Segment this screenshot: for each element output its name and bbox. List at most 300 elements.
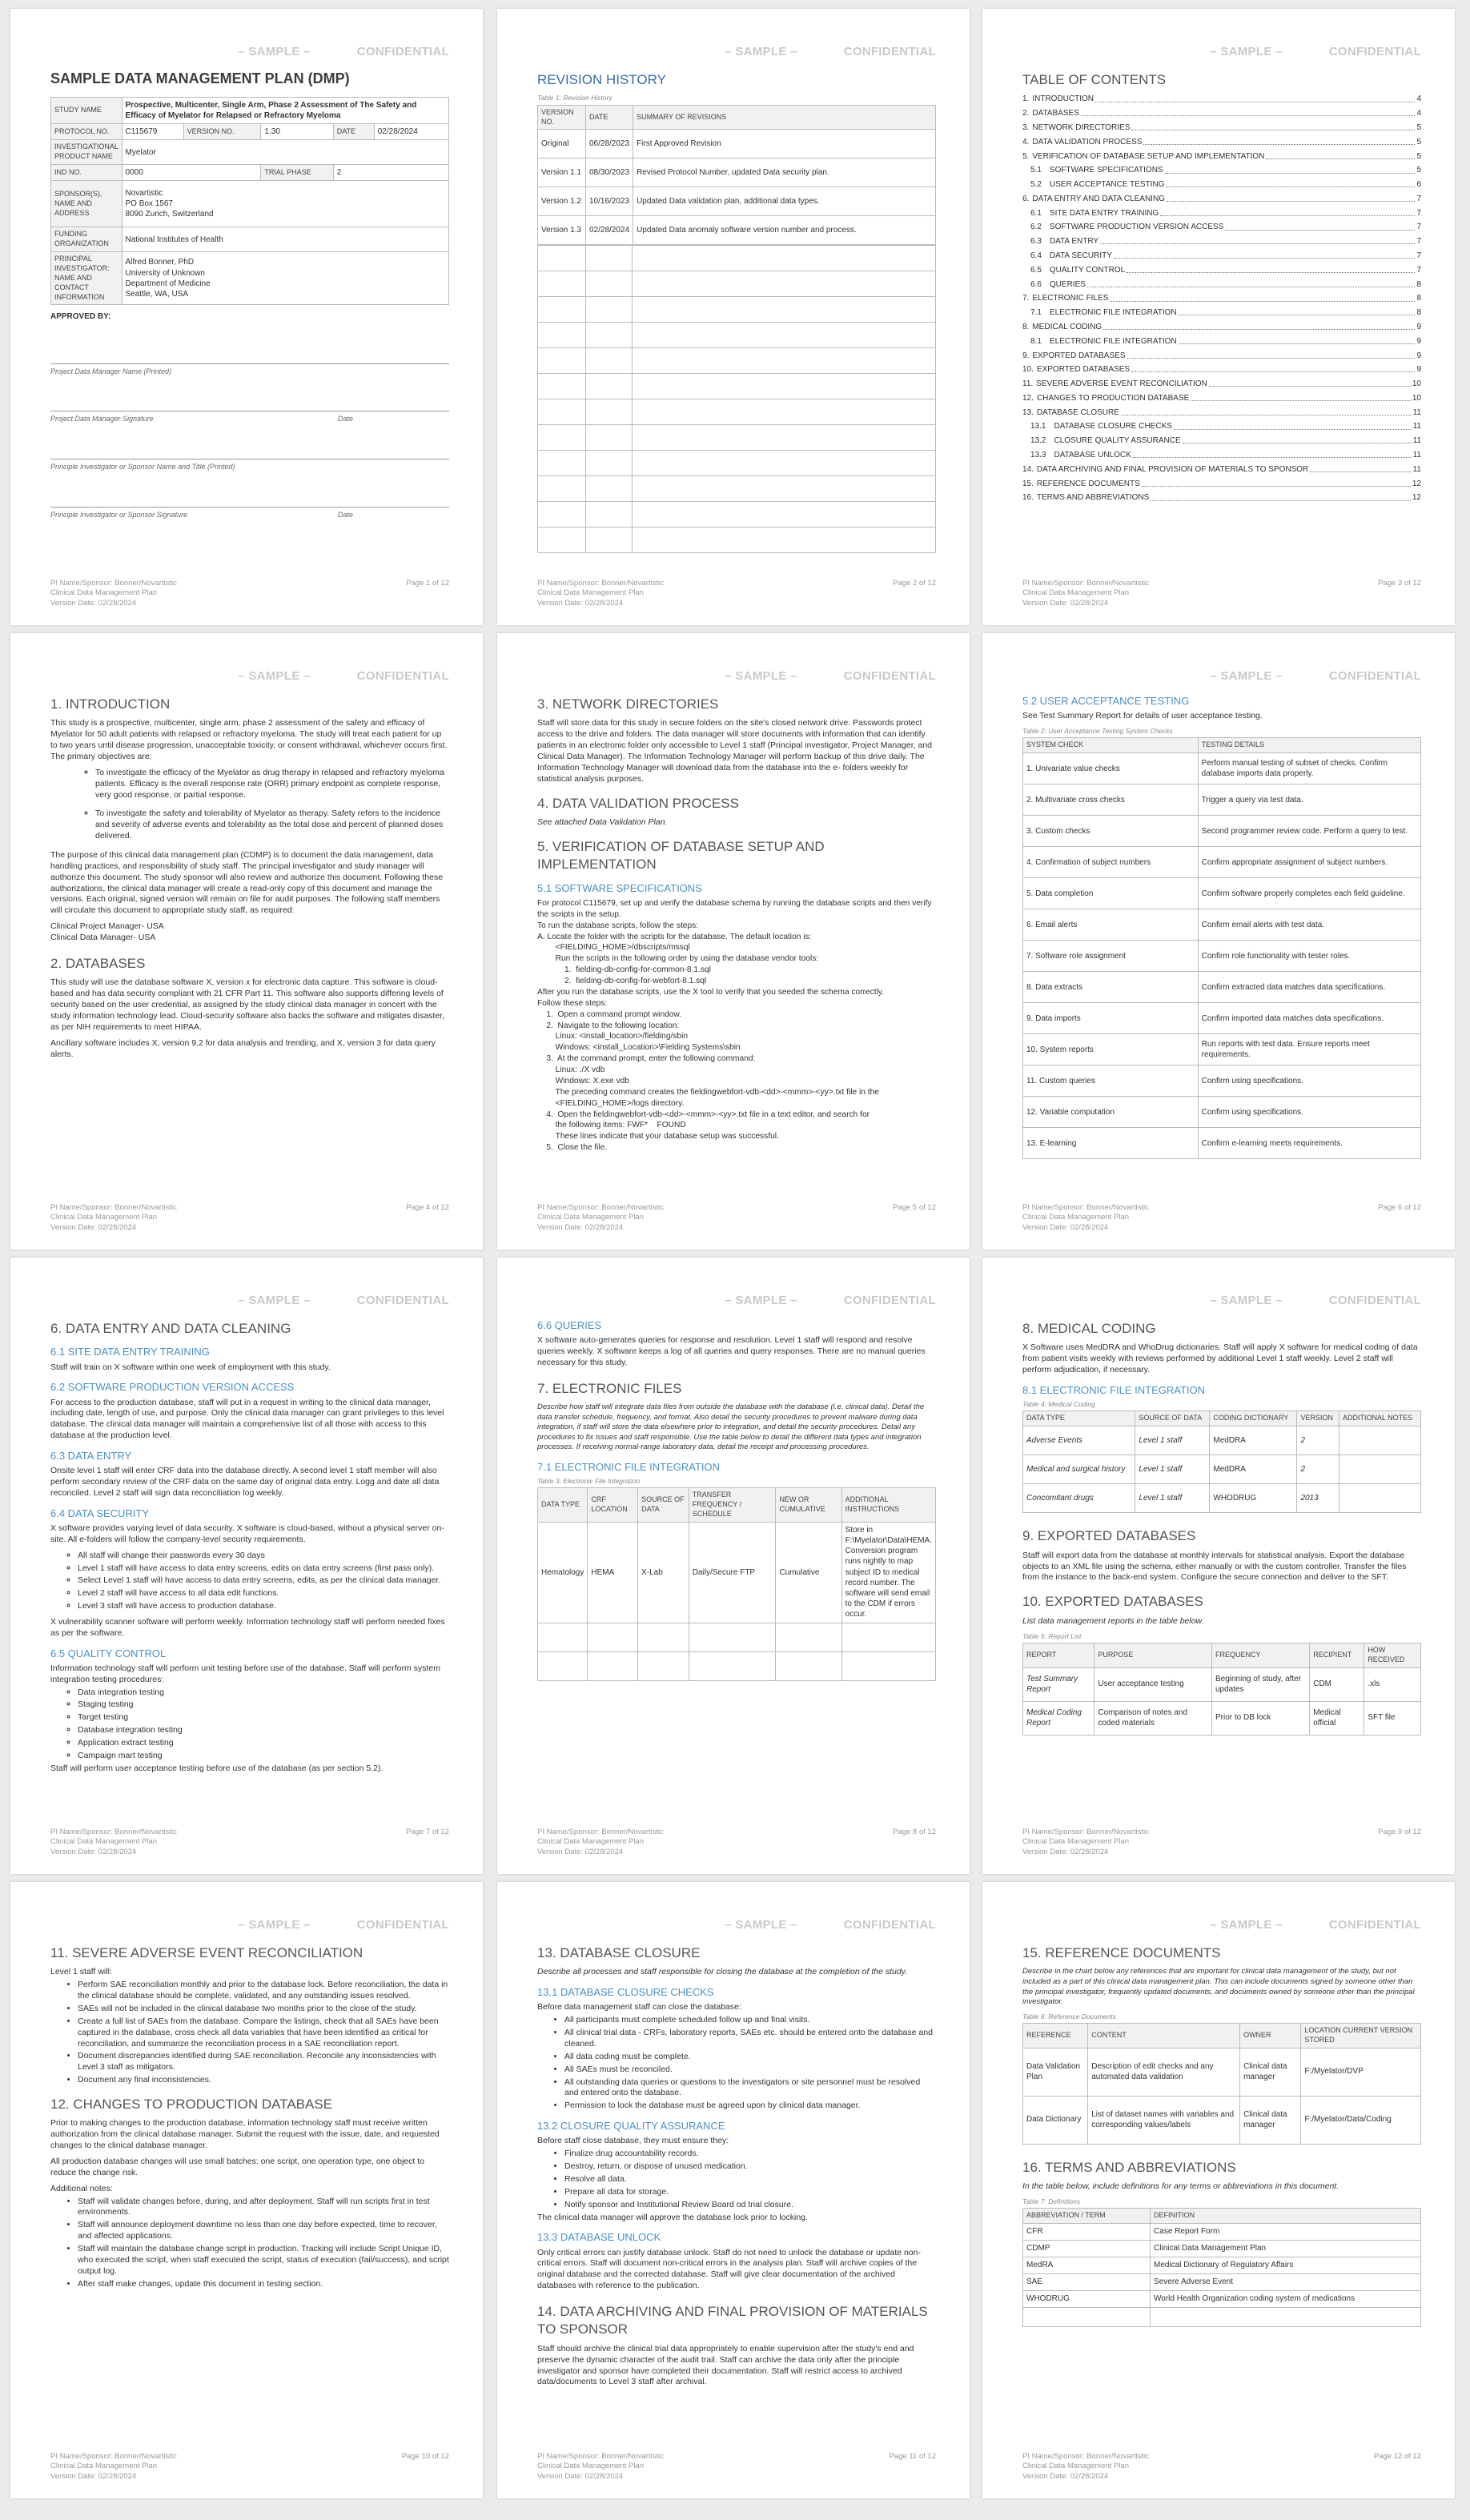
list-item: • SAEs will not be included in the clinical database two months prior to the close of the study. — [78, 2004, 449, 2015]
toc-number: 13.2 — [1030, 436, 1046, 446]
reference-table: REFERENCE CONTENT OWNER LOCATION CURRENT VERSION STORED Data Validation Plan Description of edit checks and any automated data validation Clinical data manager F:/Myelator/DVP Data Dictionary List of dataset names with variables and corresponding values/labels Clinical data manager F:/Myelator/Data/Coding — [1022, 2023, 1421, 2145]
toc-number: 3. — [1022, 123, 1030, 132]
toc-page: 9 — [1416, 336, 1421, 346]
page-footer: PI Name/Sponsor: Bonner/Novartistic Clinical Data Management Plan Version Date: 02/28/2024 Page 4 of 12 — [50, 1202, 449, 1233]
toc-page: 11 — [1412, 407, 1421, 417]
toc-page: 7 — [1416, 223, 1421, 232]
toc-label: DATABASE CLOSURE — [1036, 407, 1119, 417]
page-footer: PI Name/Sponsor: Bonner/Novartistic Clinical Data Management Plan Version Date: 02/28/2024 Page 6 of 12 — [1022, 1202, 1421, 1233]
table-cell: MedRA — [1023, 2257, 1151, 2273]
list-item: • All data coding must be complete. — [564, 2052, 936, 2063]
revision-title: REVISION HISTORY — [537, 72, 666, 87]
toc-entry[interactable] — [1022, 108, 1421, 118]
section-title: 5. VERIFICATION OF DATABASE SETUP AND IMPLEMENTATION — [537, 838, 825, 873]
table-cell: SFT file — [1364, 1701, 1421, 1735]
table-cell: Medical official — [1310, 1701, 1364, 1735]
table-cell: Confirm e-learning meets requirements. — [1198, 1128, 1420, 1159]
table-row — [1023, 2273, 1421, 2290]
toc-number: 6.5 — [1030, 265, 1042, 275]
toc-label: DATABASE CLOSURE CHECKS — [1054, 422, 1172, 431]
table-row — [1023, 784, 1421, 816]
toc-entry[interactable] — [1022, 279, 1421, 290]
table-row — [1023, 2240, 1421, 2257]
page-5: – SAMPLE – CONFIDENTIAL 3. NETWORK DIRECTORIES Staff will store data for this study in secure folders on the site's closed network drive. Passwords protect access to the drive and folders. The data manager will store documents with information that can identify patients in an electronic folder only accessible to Level 1 staff (Principal investigator, Project Manager, and Clinical Data Manager). The Information Technology Manager will perform backup of this drive daily. The Information Technology Manager will download data from the database into the e- folders weekly for statistical analysis purposes. 4. DATA VALIDATION PROCESS See attached Data Validation Plan. 5. VERIFICATION OF DATABASE SETUP AND IMPLEMENTATION 5.1 SOFTWARE SPECIFICATIONS For protocol C115679, set up and verify the database schema by running the database scripts and then verify the scripts in the setup. To run the database scripts, follow the steps: A. Locate the folder with the scripts for the database. The default location is: <FIELDING_HOME>/dbscripts/mssql Run the scripts in the following order by using the database vendor tools: 1. fielding-db-config-for-common-8.1.sql 2. fielding-db-config-for-webfort-8.1.sql After you run the database scripts, use the X tool to verify that you seeded the schema correctly. Follow these steps: 1. Open a command prompt window. 2. Navigate to the following location: Linux: <install_location>/fielding/sbin Windows: <install_Location>\Fielding Systems\sbin 3. At the command prompt, enter the following command: Linux: ./X vdb Windows: X.exe vdb The preceding command creates the fieldingwebfort-vdb-<dd>-<mmm>-<yy>.txt file in the <FIELDING_HOME>/logs directory. 4. Open the fieldingwebfort-vdb-<dd>-<mmm>-<yy>.txt file in a text editor, and search for the following items: FWF* FOUND These lines indicate that your database setup was successful. 5. Close the file. PI Name/Sponsor: Bonner/Novartistic Clinical Data Management Plan Version Date: 02/28/2024 Page 5 of 12 — [497, 633, 970, 1250]
change-list — [78, 2197, 449, 2290]
table-cell: CFR — [1023, 2223, 1151, 2240]
toc-entry[interactable] — [1022, 364, 1421, 375]
table-cell: 2 — [1297, 1427, 1339, 1455]
toc-number: 14. — [1022, 464, 1034, 474]
toc-entry[interactable] — [1022, 236, 1421, 247]
toc-label: SEVERE ADVERSE EVENT RECONCILIATION — [1036, 379, 1207, 389]
page-footer: PI Name/Sponsor: Bonner/Novartistic Clinical Data Management Plan Version Date: 02/28/2024 Page 10 of 12 — [50, 2451, 449, 2482]
list-item: • Perform SAE reconciliation monthly and prior to the database lock. Before reconciliation, the data in the clinical database should be complete, validated, and any outstanding issues resolved. — [78, 1980, 449, 2002]
table-cell: WHODRUG — [1023, 2290, 1151, 2307]
toc-label: EXPORTED DATABASES — [1032, 351, 1126, 360]
toc-leader — [1167, 194, 1415, 202]
toc-page: 4 — [1416, 94, 1421, 104]
toc-number: 12. — [1022, 393, 1034, 403]
page-footer: PI Name/Sponsor: Bonner/Novartistic Clinical Data Management Plan Version Date: 02/28/2024 Page 8 of 12 — [537, 1827, 936, 1857]
table-cell: Second programmer review code. Perform a query to test. — [1198, 816, 1420, 847]
section-title: 2. DATABASES — [50, 955, 146, 971]
section-title: 10. EXPORTED DATABASES — [1022, 1594, 1203, 1610]
table-cell: Trigger a query via test data. — [1198, 784, 1420, 816]
toc-entry[interactable] — [1022, 94, 1421, 104]
table-row — [1023, 1097, 1421, 1128]
signature-line[interactable] — [50, 476, 449, 508]
toc-page: 7 — [1416, 208, 1421, 218]
toc-label: SOFTWARE PRODUCTION VERSION ACCESS — [1049, 223, 1224, 232]
toc-number: 5.2 — [1030, 180, 1042, 190]
table-cell: 2. Multivariate cross checks — [1023, 784, 1199, 816]
table-row — [1023, 2048, 1421, 2096]
toc-entry[interactable] — [1022, 379, 1421, 389]
confidential-mark: CONFIDENTIAL — [356, 45, 449, 58]
toc-entry[interactable] — [1022, 322, 1421, 332]
toc-leader — [1266, 151, 1415, 159]
table-row — [1023, 878, 1421, 909]
table-cell: Confirm role functionality with tester roles. — [1198, 941, 1420, 972]
toc-entry[interactable] — [1022, 122, 1421, 133]
table-of-contents — [1022, 94, 1421, 503]
table-cell: Data Validation Plan — [1023, 2048, 1088, 2096]
toc-leader — [1127, 265, 1415, 273]
toc-leader — [1209, 379, 1411, 387]
table-cell: 8. Data extracts — [1023, 972, 1199, 1003]
uat-table: SYSTEM CHECK TESTING DETAILS 1. Univariate value checks Perform manual testing of subset of checks. Confirm database imports data properly. 2. Multivariate cross checks Trigger a query via test data. 3. Custom checks Second programmer review code. Perform a query to test. 4. Confirmation of subject numbers Confirm appropriate assignment of subject numbers. 5. Data completion Confirm software properly completes each field guideline. 6. Email alerts Confirm email alerts with test data. 7. Software role assignment Confirm role functionality with tester roles. 8. Data extracts Confirm extracted data matches data specifications. 9. Data imports Confirm imported data matches data specifications. 10. System reports Run reports with test data. Ensure reports meet requirements. 11. Custom queries Confirm using specifications. 12. Variable computation Confirm using specifications. 13. E-learning Confirm e-learning meets requirements. — [1022, 737, 1421, 1159]
toc-page: 11 — [1412, 450, 1421, 459]
toc-label: USER ACCEPTANCE TESTING — [1049, 180, 1165, 190]
subsection-title: 5.1 SOFTWARE SPECIFICATIONS — [537, 881, 702, 894]
table-row — [1023, 2290, 1421, 2307]
section-title: 3. NETWORK DIRECTORIES — [537, 696, 719, 712]
table-cell: 10. System reports — [1023, 1034, 1199, 1065]
toc-number: 6.3 — [1030, 237, 1042, 247]
table-cell: Confirm imported data matches data specifications. — [1198, 1003, 1420, 1034]
table-cell: 4. Confirmation of subject numbers — [1023, 847, 1199, 878]
toc-page: 7 — [1416, 237, 1421, 247]
toc-number: 16. — [1022, 493, 1034, 503]
table-cell: CDM — [1310, 1667, 1364, 1701]
section-title: 7. ELECTRONIC FILES — [537, 1380, 682, 1396]
page-footer: PI Name/Sponsor: Bonner/Novartistic Clinical Data Management Plan Version Date: 02/28/2024 Page 3 of 12 — [1022, 578, 1421, 608]
table-cell: Beginning of study, after updates — [1211, 1667, 1309, 1701]
toc-entry[interactable] — [1022, 450, 1421, 460]
section-title: 4. DATA VALIDATION PROCESS — [537, 795, 739, 811]
toc-entry[interactable] — [1022, 265, 1421, 275]
page-footer: PI Name/Sponsor: Bonner/Novartistic Clinical Data Management Plan Version Date: 02/28/2024 Page 12 of 12 — [1022, 2451, 1421, 2482]
subsection-title: 5.2 USER ACCEPTANCE TESTING — [1022, 695, 1190, 707]
toc-number: 4. — [1022, 137, 1030, 146]
list-item: • Staff will maintain the database change script in production. Tracking will include Script Unique ID, who executed the script, when staff executed the script, status of execution (fail/success), and script output log. — [78, 2244, 449, 2277]
toc-leader — [1174, 421, 1412, 429]
list-item: • Create a full list of SAEs from the database. Compare the listings, check that all SAEs have been captured in the database, cross check all data variables that have been identified as critical for reconciliation, and summarize the reconciliation process in a SAE reconciliation report. — [78, 2016, 449, 2050]
page-9: – SAMPLE – CONFIDENTIAL 8. MEDICAL CODING X Software uses MedDRA and WhoDrug dictionaries. Staff will apply X software for medical coding of data from patient visits weekly with reviews performed by additional Level 1 staff weekly. Level 2 staff will perform adjudication, if necessary. 8.1 ELECTRONIC FILE INTEGRATION Table 4: Medical Coding DATA TYPE SOURCE OF DATA CODING DICTIONARY VERSION ADDITIONAL NOTES Adverse Events Level 1 staff MedDRA 2 Medical and surgical history Level 1 staff MedDRA 2 Concomitant drugs Level 1 staff WHODRUG 2013 9. EXPORTED DATABASES Staff will export data from the database at monthly intervals for statistical analysis. Export the database objects to an XML file using the schema, either manually or with the custom controller. Transfer the files from the instance to the back-end system. Configure the secure connection and deliver to the SFT. 10. EXPORTED DATABASES List data management reports in the table below. Table 5: Report List REPORT PURPOSE FREQUENCY RECIPIENT HOW RECEIVED Test Summary Report User acceptance testing Beginning of study, after updates CDM .xls Medical Coding Report Comparison of notes and coded materials Prior to DB lock Medical official SFT file PI Name/Sponsor: Bonner/Novartistic Clinical Data Management Plan Version Date: 02/28/2024 Page 9 of 12 — [982, 1258, 1455, 1874]
toc-leader — [1179, 307, 1416, 315]
table-row — [1023, 1034, 1421, 1065]
table-cell: 9. Data imports — [1023, 1003, 1199, 1034]
toc-number: 11. — [1022, 379, 1034, 389]
report-list-table: REPORT PURPOSE FREQUENCY RECIPIENT HOW RECEIVED Test Summary Report User acceptance testing Beginning of study, after updates CDM .xls Medical Coding Report Comparison of notes and coded materials Prior to DB lock Medical official SFT file — [1022, 1643, 1421, 1736]
toc-entry[interactable] — [1022, 492, 1421, 503]
page-3: – SAMPLE – CONFIDENTIAL TABLE OF CONTENTS 1. INTRODUCTION 4 2. DATABASES 4 3. NETWORK DIRECTORIES 5 4. DATA VALIDATION PROCESS 5 5. VERIFICATION OF DATABASE SETUP AND IMPLEMENTATION 5 5.1 SOFTWARE SPECIFICATIONS 5 5.2 USER ACCEPTANCE TESTING 6 6. DATA ENTRY AND DATA CLEANING 7 6.1 SITE DATA ENTRY TRAINING 7 6.2 SOFTWARE PRODUCTION VERSION ACCESS 7 6.3 DATA ENTRY 7 6.4 DATA SECURITY 7 6.5 QUALITY CONTROL 7 6.6 QUERIES 8 7. ELECTRONIC FILES 8 7.1 ELECTRONIC FILE INTEGRATION 8 8. MEDICAL CODING 9 8.1 ELECTRONIC FILE INTEGRATION 9 9. EXPORTED DATABASES 9 10. EXPORTED DATABASES 9 11. SEVERE ADVERSE EVENT RECONCILIATION 10 12. CHANGES TO PRODUCTION DATABASE 10 13. DATABASE CLOSURE 11 13.1 DATABASE CLOSURE CHECKS 11 13.2 CLOSURE QUALITY ASSURANCE 11 13.3 DATABASE UNLOCK 11 14. DATA ARCHIVING AND FINAL PROVISION OF MATERIALS TO SPONSOR 11 15. REFERENCE DOCUMENTS 12 16. TERMS AND ABBREVIATIONS 12 PI Name/Sponsor: Bonner/Novartistic Clinical Data Management Plan Version Date: 02/28/2024 Page 3 of 12 — [982, 9, 1455, 625]
toc-leader — [1114, 251, 1416, 259]
cover-info-table: STUDY NAME Prospective, Multicenter, Single Arm, Phase 2 Assessment of The Safety and Efficacy of Myelator for Relapsed or Refractory Myeloma PROTOCOL NO. C115679 VERSION NO. 1.30 DATE 02/28/2024 INVESTIGATIONAL PRODUCT NAME Myelator IND NO. 0000 TRIAL PHASE 2 SPONSOR(S), NAME AND ADDRESS Novartistic PO Box 1567 8090 Zurich, Switzerland FUNDING ORGANIZATION National Institutes of Health PRINCIPAL INVESTIGATOR: NAME AND CONTACT INFORMATION Alfred Bonner, PhD University of Unknown Department of Medicine Seattle, WA, USA — [50, 97, 449, 306]
toc-page: 11 — [1412, 436, 1421, 446]
toc-page: 11 — [1412, 422, 1421, 431]
list-item: • Permission to lock the database must be agreed upon by clinical data manager. — [564, 2101, 936, 2112]
toc-entry[interactable] — [1022, 293, 1421, 303]
table-cell: World Health Organization coding system of medications — [1151, 2290, 1421, 2307]
table-cell — [1339, 1455, 1420, 1484]
list-item: • Staff will validate changes before, during, and after deployment. Staff will run scripts first in test environments. — [78, 2197, 449, 2219]
table-cell: User acceptance testing — [1094, 1667, 1212, 1701]
table-cell: Level 1 staff — [1135, 1427, 1210, 1455]
table-cell: .xls — [1364, 1667, 1421, 1701]
list-item: • After staff make changes, update this document in testing section. — [78, 2279, 449, 2290]
table-cell: 13. E-learning — [1023, 1128, 1199, 1159]
table-row — [1023, 1427, 1421, 1455]
table-cell: Adverse Events — [1023, 1427, 1135, 1455]
table-cell: 1. Univariate value checks — [1023, 753, 1199, 784]
toc-leader — [1183, 435, 1412, 443]
toc-label: NETWORK DIRECTORIES — [1032, 123, 1131, 132]
toc-label: DATA ENTRY AND DATA CLEANING — [1032, 194, 1165, 203]
toc-leader — [1191, 393, 1411, 401]
toc-entry[interactable] — [1022, 407, 1421, 418]
page-11: – SAMPLE – CONFIDENTIAL 13. DATABASE CLOSURE Describe all processes and staff responsible for closing the database at the completion of the study. 13.1 DATABASE CLOSURE CHECKS Before data management staff can close the database: • All participants must complete scheduled follow up and final visits. • All clinical trial data - CRFs, laboratory reports, SAEs etc. should be entered onto the database and cleaned. • All data coding must be complete. • All SAEs must be reconciled. • All outstanding data queries or questions to the investigators or site personnel must be resolved and entered onto the database. • Permission to lock the database must be agreed upon by clinical data manager. 13.2 CLOSURE QUALITY ASSURANCE Before staff close database, they must ensure they: • Finalize drug accountability records. • Destroy, return, or dispose of unused medication. • Resolve all data. • Prepare all data for storage. • Notify sponsor and Institutional Review Board od trial closure. The clinical data manager will approve the database lock prior to locking. 13.3 DATABASE UNLOCK Only critical errors can justify database unlock. Staff do not need to unlock the database or update non-critical errors. Staff will document non-critical errors in the analysis plan. Staff will archive copies of the original database and the corrected database. Staff will give clear documentation of the archived databases with reference to the publication. 14. DATA ARCHIVING AND FINAL PROVISION OF MATERIALS TO SPONSOR Staff should archive the clinical trial data appropriately to enable supervision after the study's end and preserve the dynamic character of the audit trail. Staff can archive the data only after the principle investigator and sponsor have completed their documentation. Staff will restrict access to archived data/documents to Level 3 staff after archival. PI Name/Sponsor: Bonner/Novartistic Clinical Data Management Plan Version Date: 02/28/2024 Page 11 of 12 — [497, 1882, 970, 2498]
table-row — [1023, 1065, 1421, 1097]
approved-by: APPROVED BY: — [50, 312, 111, 322]
list-item: ◦ Level 3 staff will have access to production database. — [78, 1601, 449, 1612]
toc-leader — [1225, 222, 1415, 230]
page-4: – SAMPLE – CONFIDENTIAL 1. INTRODUCTION This study is a prospective, multicenter, single arm, phase 2 assessment of the safety and efficacy of Myelator for 50 adult patients with relapsed or refractory myeloma. The study will treat each patient for up to two years until disease progression, unacceptable toxicity, or consent withdrawal, whichever occurs first. The primary objectives are: ◦ To investigate the efficacy of the Myelator as drug therapy in relapsed and refractory myeloma patients. Efficacy is the overall response rate (ORR) primary endpoint as complete response, very good response, or partial response. ◦ To investigate the safety and tolerability of Myelator as therapy. Safety refers to the incidence and severity of adverse events and tolerability as the total dose and percent of planned doses delivered. The purpose of this clinical data management plan (CDMP) is to document the data management, data handling practices, and responsibility of study staff. The principal investigator and study manager will authorize this document. The study sponsor will also review and authorize this document. Following these authorizations, the clinical data manager will create a read-only copy of this document and manage the versions. Each original, signed version will remain on file for audit purposes. The following staff members will circulate this document to appropriate study staff, as required: Clinical Project Manager- USA Clinical Data Manager- USA 2. DATABASES This study will use the database software X, version x for electronic data capture. This software is cloud-based and has data security compliant with 21 CFR Part 11. This software also supports differing levels of security based on the user credential, as assigned by the study clinical data manager in concert with the study information technology lead. Cloud-security software also backs the software and mitigates disaster, as per NIH requirements to meet HIPAA. Ancillary software includes X, version 9.2 for data analysis and trending, and X, version 3 for data query alerts. PI Name/Sponsor: Bonner/Novartistic Clinical Data Management Plan Version Date: 02/28/2024 Page 4 of 12 — [10, 633, 483, 1250]
section-title: 15. REFERENCE DOCUMENTS — [1022, 1945, 1221, 1960]
setup-instructions: For protocol C115679, set up and verify the database schema by running the database scripts and then verify the scripts in the setup. To run the database scripts, follow the steps: A. Locate the folder with the scripts for the database. The default location is: <FIELDING_HOME>/dbscripts/mssql Run the scripts in the following order by using the database vendor tools: 1. fielding-db-config-for-common-8.1.sql 2. fielding-db-config-for-webfort-8.1.sql After you run the database scripts, use the X tool to verify that you seeded the schema correctly. Follow these steps: 1. Open a command prompt window. 2. Navigate to the following location: Linux: <install_location>/fielding/sbin Windows: <install_Location>\Fielding Systems\sbin 3. At the command prompt, enter the following command: Linux: ./X vdb Windows: X.exe vdb The preceding command creates the fieldingwebfort-vdb-<dd>-<mmm>-<yy>.txt file in the <FIELDING_HOME>/logs directory. 4. Open the fieldingwebfort-vdb-<dd>-<mmm>-<yy>.txt file in a text editor, and search for the following items: FWF* FOUND These lines indicate that your database setup was successful. 5. Close the file. — [537, 898, 932, 1153]
table-row — [1023, 909, 1421, 941]
toc-leader — [1133, 450, 1412, 458]
toc-page: 8 — [1416, 308, 1421, 318]
toc-title: TABLE OF CONTENTS — [1022, 72, 1167, 87]
page-footer: PI Name/Sponsor: Bonner/Novartistic Clinical Data Management Plan Version Date: 02/28/2024 Page 2 of 12 — [537, 578, 936, 608]
toc-entry[interactable] — [1022, 336, 1421, 347]
table-cell: Clinical Data Management Plan — [1151, 2240, 1421, 2257]
toc-page: 4 — [1416, 109, 1421, 118]
table-row — [1023, 2096, 1421, 2144]
list-item: ◦ Application extract testing — [78, 1738, 449, 1749]
table-cell: 12. Variable computation — [1023, 1097, 1199, 1128]
list-item: ◦ Campaign mart testing — [78, 1751, 449, 1762]
toc-entry[interactable] — [1022, 307, 1421, 318]
toc-number: 6.6 — [1030, 279, 1042, 289]
table-row — [1023, 1701, 1421, 1735]
toc-page: 11 — [1412, 464, 1421, 474]
toc-entry[interactable] — [1022, 435, 1421, 446]
table-cell — [1339, 1484, 1420, 1513]
list-item: • All clinical trial data - CRFs, laboratory reports, SAEs etc. should be entered onto the database and cleaned. — [564, 2028, 936, 2050]
table-cell: Comparison of notes and coded materials — [1094, 1701, 1212, 1735]
page-footer: PI Name/Sponsor: Bonner/Novartistic Clinical Data Management Plan Version Date: 02/28/2024 Page 7 of 12 — [50, 1827, 449, 1857]
toc-entry[interactable] — [1022, 351, 1421, 361]
toc-leader — [1165, 165, 1416, 173]
toc-leader — [1179, 336, 1416, 344]
toc-page: 12 — [1412, 479, 1421, 488]
toc-label: DATABASES — [1032, 109, 1079, 118]
section-title: 1. INTRODUCTION — [50, 696, 171, 712]
page-1: – SAMPLE – CONFIDENTIAL SAMPLE DATA MANAGEMENT PLAN (DMP) STUDY NAME Prospective, Multicenter, Single Arm, Phase 2 Assessment of The Safety and Efficacy of Myelator for Relapsed or Refractory Myeloma PROTOCOL NO. C115679 VERSION NO. 1.30 DATE 02/28/2024 INVESTIGATIONAL PRODUCT NAME Myelator IND NO. 0000 TRIAL PHASE 2 SPONSOR(S), NAME AND ADDRESS Novartistic PO Box 1567 8090 Zurich, Switzerland FUNDING ORGANIZATION National Institutes of Health PRINCIPAL INVESTIGATOR: NAME AND CONTACT INFORMATION Alfred Bonner, PhD University of Unknown Department of Medicine Seattle, WA, USA APPROVED BY: Project Data Manager Name (Printed) Project Data Manager Signature Date Principle Investigator or Sponsor Name and Title (Printed) Principle Investigator or Sponsor Signature Date PI Name/Sponsor: Bonner/Novartistic Clinical Data Management Plan Version Date: 02/28/2024 Page 1 of 12 — [10, 9, 483, 625]
list-item: ◦ Staging testing — [78, 1699, 449, 1711]
toc-leader — [1095, 94, 1415, 102]
toc-leader — [1151, 492, 1411, 500]
toc-entry[interactable] — [1022, 464, 1421, 475]
terms-table: ABBREVIATION / TERM DEFINITION CFR Case Report Form CDMP Clinical Data Management Plan MedRA Medical Dictionary of Regulatory Affairs SAE Severe Adverse Event WHODRUG World Health Organization coding system of medications — [1022, 2208, 1421, 2327]
toc-label: QUALITY CONTROL — [1049, 265, 1126, 275]
toc-label: ELECTRONIC FILE INTEGRATION — [1049, 308, 1177, 318]
table-cell: 2 — [1297, 1455, 1339, 1484]
table-cell: Medical Coding Report — [1023, 1701, 1094, 1735]
toc-leader — [1131, 122, 1415, 130]
table-cell: 3. Custom checks — [1023, 816, 1199, 847]
table-cell: SAE — [1023, 2273, 1151, 2290]
closure-checks-list — [564, 2015, 936, 2112]
toc-entry[interactable] — [1022, 222, 1421, 232]
table-cell: Run reports with test data. Ensure reports meet requirements. — [1198, 1034, 1420, 1065]
list-item: • Prepare all data for storage. — [564, 2187, 936, 2198]
toc-label: SOFTWARE SPECIFICATIONS — [1049, 166, 1163, 175]
toc-label: INTRODUCTION — [1032, 94, 1094, 104]
sae-list — [78, 1980, 449, 2086]
toc-page: 8 — [1416, 279, 1421, 289]
security-list — [78, 1551, 449, 1612]
signature-line[interactable] — [50, 427, 449, 459]
revision-table: VERSION NO. DATE SUMMARY OF REVISIONS Original 06/28/2023 First Approved Revision Version 1.1 08/30/2023 Revised Protocol Number, updated Data security plan. Version 1.2 10/16/2023 Updated Data validation plan, additional data types. Version 1.3 02/28/2024 Updated Data anomaly software version number and process. — [537, 105, 936, 246]
page-10: – SAMPLE – CONFIDENTIAL 11. SEVERE ADVERSE EVENT RECONCILIATION Level 1 staff will: • Perform SAE reconciliation monthly and prior to the database lock. Before reconciliation, the data in the clinical database should be complete, validated, and any outstanding issues resolved. • SAEs will not be included in the clinical database two months prior to the close of the study. • Create a full list of SAEs from the database. Compare the listings, check that all SAEs have been captured in the database, cross check all data variables that have been identified as critical for reconciliation, and summarize the reconciliation process in a SAE reconciliation report. • Document discrepancies identified during SAE reconciliation. Reconcile any inconsistencies with Level 3 staff as mitigators. • Document any final inconsistencies. 12. CHANGES TO PRODUCTION DATABASE Prior to making changes to the production database, information technology staff must receive written authorization from the clinical database manager. Submit the request with the issue, date, and requested changes to the clinical database manager. All production database changes will use small batches: one script, one operation type, one object to reduce the change risk. Additional notes: • Staff will validate changes before, during, and after deployment. Staff will run scripts first in test environments. • Staff will announce deployment downtime no less than one day before expected, time to recover, and affected applications. • Staff will maintain the database change script in production. Tracking will include Script Unique ID, who executed the script, when staff executed the script, status of execution (fail/success), and script output log. • After staff make changes, update this document in testing section. PI Name/Sponsor: Bonner/Novartistic Clinical Data Management Plan Version Date: 02/28/2024 Page 10 of 12 — [10, 1882, 483, 2498]
toc-label: CLOSURE QUALITY ASSURANCE — [1054, 436, 1181, 446]
toc-page: 12 — [1412, 493, 1421, 503]
toc-leader — [1110, 293, 1415, 301]
document-title: SAMPLE DATA MANAGEMENT PLAN (DMP) — [50, 70, 350, 86]
toc-number: 6.2 — [1030, 223, 1042, 232]
toc-number: 15. — [1022, 479, 1034, 488]
list-item: • Destroy, return, or dispose of unused medication. — [564, 2161, 936, 2173]
toc-number: 13.3 — [1030, 450, 1046, 459]
toc-label: VERIFICATION OF DATABASE SETUP AND IMPLEMENTATION — [1032, 151, 1265, 161]
toc-leader — [1143, 137, 1415, 145]
list-item: • Document any final inconsistencies. — [78, 2075, 449, 2086]
toc-leader — [1127, 351, 1416, 359]
page-footer: PI Name/Sponsor: Bonner/Novartistic Clinical Data Management Plan Version Date: 02/28/2024 Page 9 of 12 — [1022, 1827, 1421, 1857]
toc-label: DATABASE UNLOCK — [1054, 450, 1131, 459]
table-cell: Level 1 staff — [1135, 1484, 1210, 1513]
toc-label: DATA VALIDATION PROCESS — [1032, 137, 1143, 146]
table-cell: WHODRUG — [1210, 1484, 1297, 1513]
page-6: – SAMPLE – CONFIDENTIAL 5.2 USER ACCEPTANCE TESTING See Test Summary Report for details of user acceptance testing. Table 2: User Acceptance Testing System Checks SYSTEM CHECK TESTING DETAILS 1. Univariate value checks Perform manual testing of subset of checks. Confirm database imports data properly. 2. Multivariate cross checks Trigger a query via test data. 3. Custom checks Second programmer review code. Perform a query to test. 4. Confirmation of subject numbers Confirm appropriate assignment of subject numbers. 5. Data completion Confirm software properly completes each field guideline. 6. Email alerts Confirm email alerts with test data. 7. Software role assignment Confirm role functionality with tester roles. 8. Data extracts Confirm extracted data matches data specifications. 9. Data imports Confirm imported data matches data specifications. 10. System reports Run reports with test data. Ensure reports meet requirements. 11. Custom queries Confirm using specifications. 12. Variable computation Confirm using specifications. 13. E-learning Confirm e-learning meets requirements. PI Name/Sponsor: Bonner/Novartistic Clinical Data Management Plan Version Date: 02/28/2024 Page 6 of 12 — [982, 633, 1455, 1250]
list-item: ◦ Level 1 staff will have access to data entry screens, edits on data entry screens (first pass only). — [78, 1563, 449, 1575]
list-item: • Resolve all data. — [564, 2174, 936, 2185]
toc-entry[interactable] — [1022, 479, 1421, 489]
toc-number: 6. — [1022, 194, 1030, 203]
toc-entry[interactable] — [1022, 165, 1421, 175]
table-cell: F:/Myelator/Data/Coding — [1301, 2096, 1421, 2144]
list-item: • All SAEs must be reconciled. — [564, 2065, 936, 2076]
toc-entry[interactable] — [1022, 208, 1421, 219]
list-item: • Finalize drug accountability records. — [564, 2149, 936, 2160]
table-row — [1023, 816, 1421, 847]
toc-entry[interactable] — [1022, 251, 1421, 261]
table-cell: Case Report Form — [1151, 2223, 1421, 2240]
table-cell: Severe Adverse Event — [1151, 2273, 1421, 2290]
table-cell — [1339, 1427, 1420, 1455]
toc-entry[interactable] — [1022, 194, 1421, 204]
toc-number: 6.4 — [1030, 251, 1042, 261]
toc-label: ELECTRONIC FILE INTEGRATION — [1049, 336, 1177, 346]
toc-label: TERMS AND ABBREVIATIONS — [1036, 493, 1150, 503]
toc-number: 8. — [1022, 322, 1030, 331]
toc-label: DATA ARCHIVING AND FINAL PROVISION OF MATERIALS TO SPONSOR — [1036, 464, 1309, 474]
table-cell: Description of edit checks and any automated data validation — [1088, 2048, 1240, 2096]
closure-qa-list — [564, 2149, 936, 2210]
toc-number: 7.1 — [1030, 308, 1042, 318]
section-title: 8. MEDICAL CODING — [1022, 1321, 1156, 1336]
toc-leader — [1166, 179, 1415, 187]
table-cell: Confirm appropriate assignment of subject numbers. — [1198, 847, 1420, 878]
toc-page: 9 — [1416, 365, 1421, 375]
signature-line[interactable] — [50, 332, 449, 364]
table-cell: Data Dictionary — [1023, 2096, 1088, 2144]
toc-label: ELECTRONIC FILES — [1032, 294, 1109, 303]
toc-entry[interactable] — [1022, 393, 1421, 403]
table-row — [1023, 941, 1421, 972]
list-item: ◦ Select Level 1 staff will have access to data entry screens, edits, as per the clinical data manager. — [78, 1575, 449, 1587]
page-footer: PI Name/Sponsor: Bonner/Novartistic Clinical Data Management Plan Version Date: 02/28/2024 Page 1 of 12 — [50, 578, 449, 608]
sample-mark: – SAMPLE – — [238, 45, 311, 58]
table-cell: Perform manual testing of subset of checks. Confirm database imports data properly. — [1198, 753, 1420, 784]
signature-line[interactable] — [50, 379, 449, 411]
table-row — [1023, 753, 1421, 784]
toc-entry[interactable] — [1022, 151, 1421, 162]
table-cell: Test Summary Report — [1023, 1667, 1094, 1701]
section-title: 11. SEVERE ADVERSE EVENT RECONCILIATION — [50, 1945, 363, 1960]
list-item: ◦ Level 2 staff will have access to all data edit functions. — [78, 1588, 449, 1599]
table-cell: 11. Custom queries — [1023, 1065, 1199, 1097]
table-row — [1023, 847, 1421, 878]
list-item: • Notify sponsor and Institutional Review Board od trial closure. — [564, 2200, 936, 2211]
toc-label: CHANGES TO PRODUCTION DATABASE — [1036, 393, 1190, 403]
toc-entry[interactable] — [1022, 421, 1421, 431]
table-row — [1023, 1455, 1421, 1484]
section-title: 9. EXPORTED DATABASES — [1022, 1528, 1196, 1544]
table-cell: Prior to DB lock — [1211, 1701, 1309, 1735]
list-item: ◦ All staff will change their passwords every 30 days — [78, 1551, 449, 1562]
toc-page: 7 — [1416, 265, 1421, 275]
medical-coding-table: DATA TYPE SOURCE OF DATA CODING DICTIONARY VERSION ADDITIONAL NOTES Adverse Events Level 1 staff MedDRA 2 Medical and surgical history Level 1 staff MedDRA 2 Concomitant drugs Level 1 staff WHODRUG 2013 — [1022, 1410, 1421, 1513]
toc-leader — [1103, 322, 1415, 330]
toc-number: 9. — [1022, 351, 1030, 360]
toc-page: 9 — [1416, 322, 1421, 331]
table-cell: Medical Dictionary of Regulatory Affairs — [1151, 2257, 1421, 2273]
list-item: • Staff will announce deployment downtime no less than one day before expected, time to recover, and affected applications. — [78, 2220, 449, 2242]
table-cell: 5. Data completion — [1023, 878, 1199, 909]
revision-empty-rows — [537, 245, 936, 553]
toc-label: DATA SECURITY — [1049, 251, 1112, 261]
toc-number: 7. — [1022, 294, 1030, 303]
toc-page: 5 — [1416, 151, 1421, 161]
table-cell: 7. Software role assignment — [1023, 941, 1199, 972]
toc-number: 1. — [1022, 94, 1030, 104]
table-cell: Concomitant drugs — [1023, 1484, 1135, 1513]
section-title: 16. TERMS AND ABBREVIATIONS — [1022, 2159, 1236, 2175]
toc-number: 5.1 — [1030, 166, 1042, 175]
toc-page: 5 — [1416, 137, 1421, 146]
toc-label: SITE DATA ENTRY TRAINING — [1049, 208, 1159, 218]
table-cell: 2013 — [1297, 1484, 1339, 1513]
toc-leader — [1142, 479, 1411, 487]
toc-page: 9 — [1416, 351, 1421, 360]
list-item: • Document discrepancies identified during SAE reconciliation. Reconcile any inconsistencies with Level 3 staff as mitigators. — [78, 2051, 449, 2073]
toc-page: 7 — [1416, 251, 1421, 261]
toc-label: EXPORTED DATABASES — [1036, 365, 1131, 375]
toc-label: DATA ENTRY — [1049, 237, 1099, 247]
table-row — [1023, 1667, 1421, 1701]
toc-number: 2. — [1022, 109, 1030, 118]
section-title: 14. DATA ARCHIVING AND FINAL PROVISION OF MATERIALS TO SPONSOR — [537, 2303, 928, 2337]
toc-page: 8 — [1416, 294, 1421, 303]
table-cell: MedDRA — [1210, 1427, 1297, 1455]
toc-page: 5 — [1416, 166, 1421, 175]
toc-number: 5. — [1022, 151, 1030, 161]
table-row — [1023, 1003, 1421, 1034]
list-item: • All outstanding data queries or questions to the investigators or site personnel must be resolved and entered onto the database. — [564, 2077, 936, 2100]
toc-entry[interactable] — [1022, 137, 1421, 147]
table-cell: Clinical data manager — [1240, 2048, 1301, 2096]
toc-number: 8.1 — [1030, 336, 1042, 346]
table-row — [1023, 972, 1421, 1003]
toc-page: 6 — [1416, 180, 1421, 190]
table-cell: Confirm software properly completes each field guideline. — [1198, 878, 1420, 909]
section-title: 6. DATA ENTRY AND DATA CLEANING — [50, 1321, 291, 1336]
page-12: – SAMPLE – CONFIDENTIAL 15. REFERENCE DOCUMENTS Describe in the chart below any references that are important for clinical data management of the study, but not included as a part of this clinical data management plan. This can include documents signed by someone other than the principal investigator, frequently updated documents, and documents owned by someone other than the principal investigator. Table 6: Reference Documents REFERENCE CONTENT OWNER LOCATION CURRENT VERSION STORED Data Validation Plan Description of edit checks and any automated data validation Clinical data manager F:/Myelator/DVP Data Dictionary List of dataset names with variables and corresponding values/labels Clinical data manager F:/Myelator/Data/Coding 16. TERMS AND ABBREVIATIONS In the table below, include definitions for any terms or abbreviations in this document. Table 7: Definitions ABBREVIATION / TERM DEFINITION CFR Case Report Form CDMP Clinical Data Management Plan MedRA Medical Dictionary of Regulatory Affairs SAE Severe Adverse Event WHODRUG World Health Organization coding system of medications PI Name/Sponsor: Bonner/Novartistic Clinical Data Management Plan Version Date: 02/28/2024 Page 12 of 12 — [982, 1882, 1455, 2498]
list-item: • All participants must complete scheduled follow up and final visits. — [564, 2015, 936, 2026]
page-8: – SAMPLE – CONFIDENTIAL 6.6 QUERIES X software auto-generates queries for response and resolution. Level 1 staff will respond and resolve queries weekly. X software keeps a log of all queries and query responses. There are no manual queries necessary for this study. 7. ELECTRONIC FILES Describe how staff will integrate data files from outside the database with the database (i.e. clinical data). Detail the data transfer schedule, frequency, and format. Also detail the security procedures to prevent malware during data integration, if staff will store the data elsewhere prior to integration, and detail the security procedures. Detail any procedures to fix issues and staff responsible. Use the table below to detail the different data types and integration processes. If receiving normal-range laboratory data, detail the receipt and processing procedures. 7.1 ELECTRONIC FILE INTEGRATION Table 3: Electronic File Integration DATA TYPE CRF LOCATION SOURCE OF DATA TRANSFER FREQUENCY / SCHEDULE NEW OR CUMULATIVE ADDITIONAL INSTRUCTIONS Hematology HEMA X-Lab Daily/Secure FTP Cumulative Store in F:\Myelator\Data\HEMA. Conversion program runs nightly to map subject ID to medical record number. The software will send email to the CDM if errors occur. PI Name/Sponsor: Bonner/Novartistic Clinical Data Management Plan Version Date: 02/28/2024 Page 8 of 12 — [497, 1258, 970, 1874]
table-cell: Level 1 staff — [1135, 1455, 1210, 1484]
table-row — [1023, 1128, 1421, 1159]
toc-entry[interactable] — [1022, 179, 1421, 190]
toc-page: 5 — [1416, 123, 1421, 132]
toc-page: 7 — [1416, 194, 1421, 203]
page-2: – SAMPLE – CONFIDENTIAL REVISION HISTORY Table 1: Revision History VERSION NO. DATE SUMMARY OF REVISIONS Original 06/28/2023 First Approved Revision Version 1.1 08/30/2023 Revised Protocol Number, updated Data security plan. Version 1.2 10/16/2023 Updated Data validation plan, additional data types. Version 1.3 02/28/2024 Updated Data anomaly software version number and process. PI Name/Sponsor: Bonner/Novartistic Clinical Data Management Plan Version Date: 02/28/2024 Page 2 of 12 — [497, 9, 970, 625]
table-row — [1023, 1484, 1421, 1513]
